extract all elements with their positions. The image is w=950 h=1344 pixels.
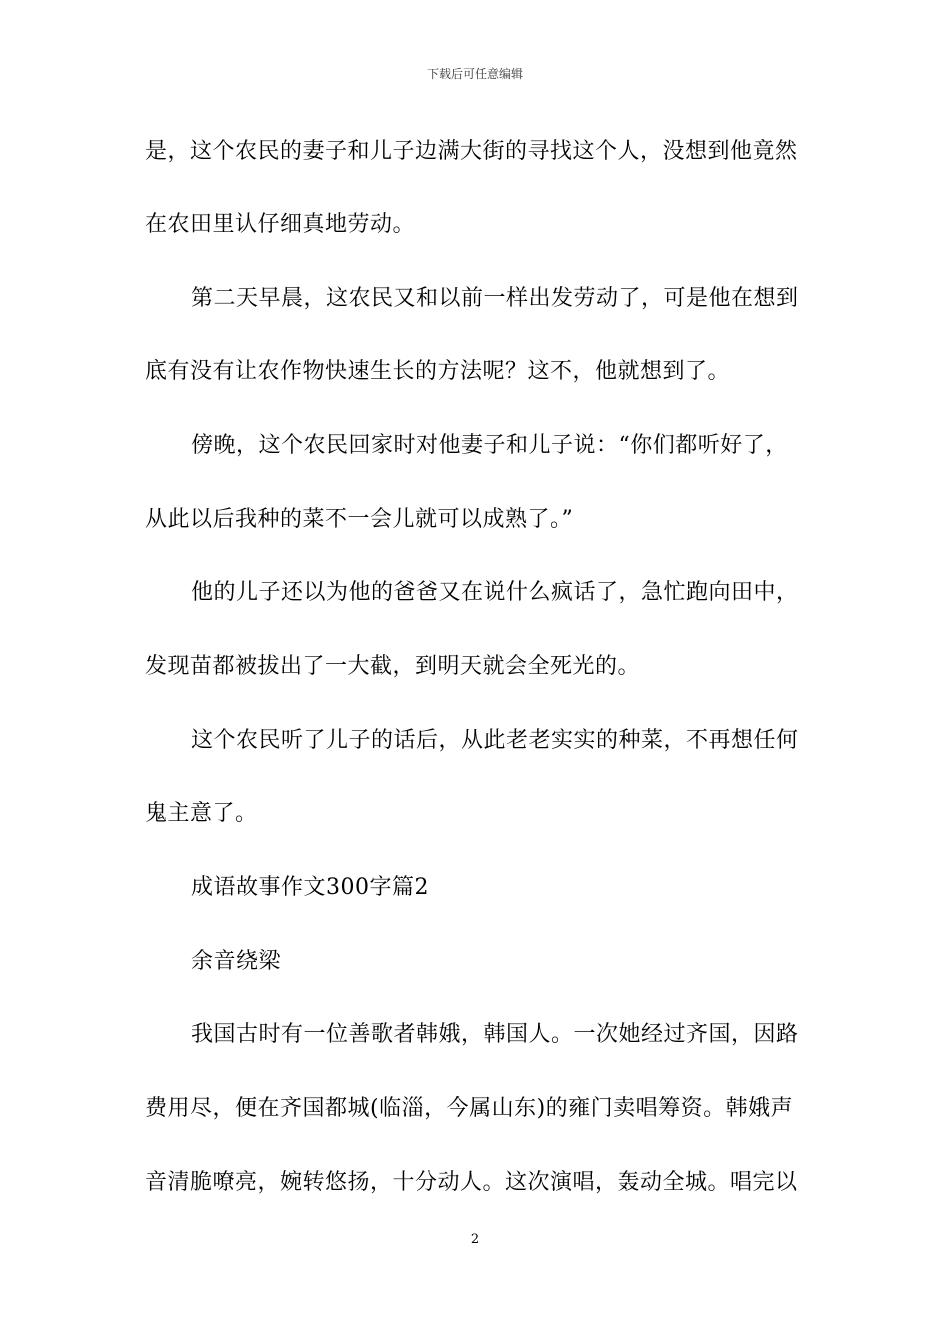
text-line: 音清脆嘹亮，婉转悠扬，十分动人。这次演唱，轰动全城。唱完以	[145, 1170, 798, 1195]
text-line: 从此以后我种的菜不一会儿就可以成熟了。”	[145, 507, 574, 532]
paragraph-line: 他的儿子还以为他的爸爸又在说什么疯话了，急忙跑向田中，	[191, 580, 799, 605]
paragraph-line: 我国古时有一位善歌者韩娥，韩国人。一次她经过齐国，因路	[191, 1022, 799, 1047]
paragraph-line: 这个农民听了儿子的话后，从此老老实实的种菜，不再想任何	[191, 728, 799, 753]
page-number: 2	[470, 1232, 480, 1247]
story-title: 余音绕梁	[191, 949, 282, 974]
text-line: 鬼主意了。	[145, 801, 258, 826]
text-line: 费用尽，便在齐国都城(临淄，今属山东)的雍门卖唱筹资。韩娥声	[145, 1096, 794, 1121]
text-line: 底有没有让农作物快速生长的方法呢？这不，他就想到了。	[145, 359, 731, 384]
text-line: 在农田里认仔细真地劳动。	[145, 212, 416, 237]
paragraph-line: 傍晚，这个农民回家时对他妻子和儿子说：“你们都听好了，	[191, 433, 788, 458]
text-line: 发现苗都被拔出了一大截，到明天就会全死光的。	[145, 654, 641, 679]
text-line: 是，这个农民的妻子和儿子边满大街的寻找这个人，没想到他竟然	[145, 139, 798, 164]
paragraph-line: 第二天早晨，这农民又和以前一样出发劳动了，可是他在想到	[191, 286, 799, 311]
page-header: 下载后可任意编辑	[426, 67, 523, 81]
section-heading: 成语故事作文300字篇2	[191, 875, 429, 900]
